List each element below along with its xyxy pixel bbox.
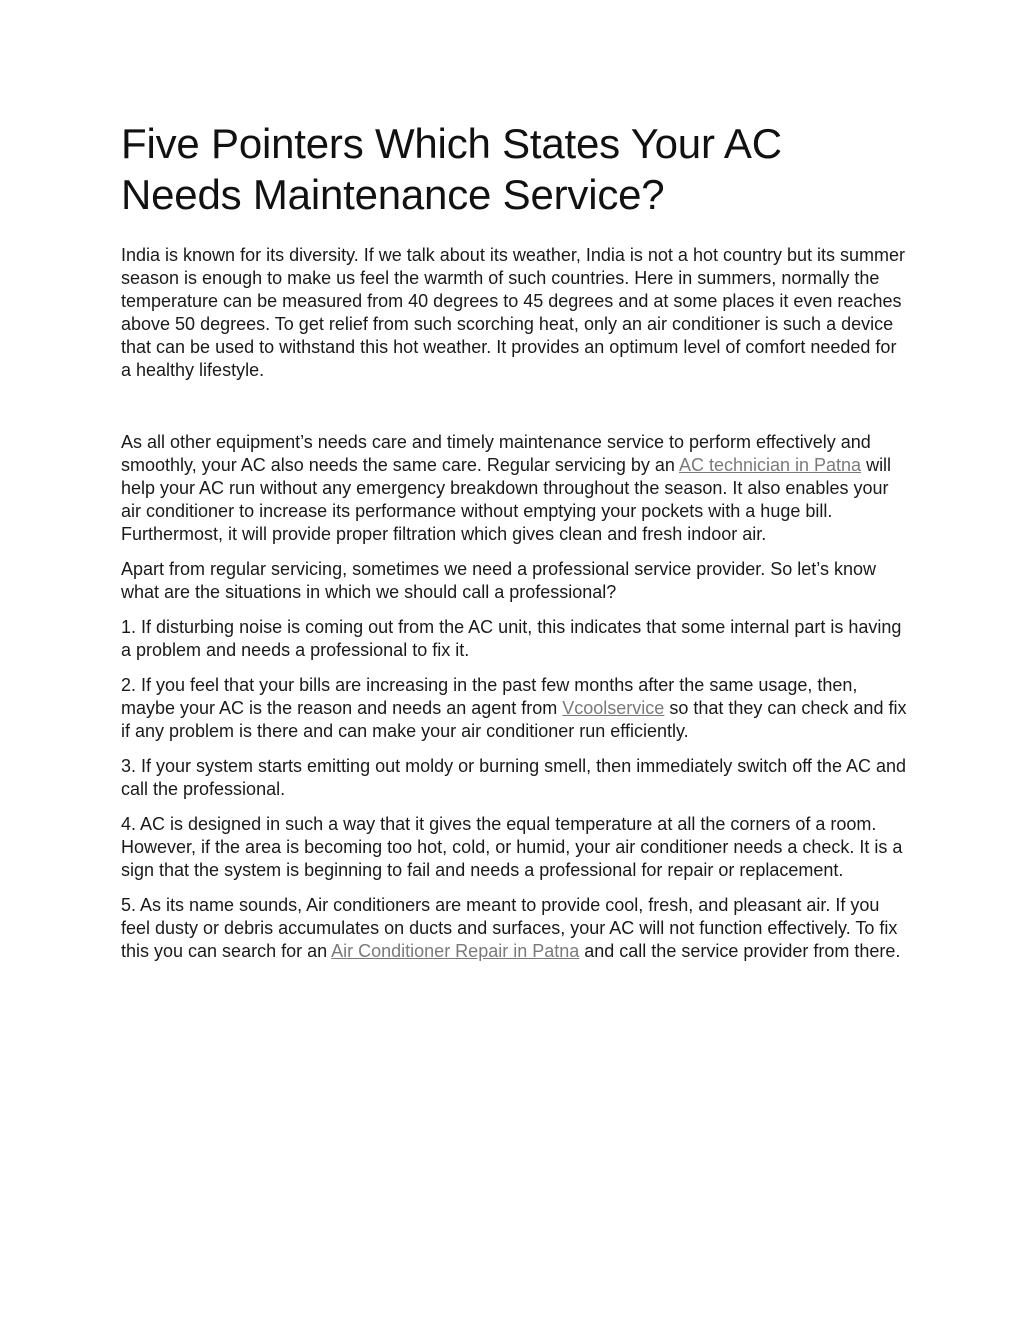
point-2-text-after: so that they can check and fix if any problem is there and can make your air conditioner run efficiently. xyxy=(121,698,907,741)
intro-paragraph: India is known for its diversity. If we talk about its weather, India is not a hot country but its summer season is enough to make us feel the warmth of such countries. Here in summers, normally the temperature can be measured from 40 degrees to 45 degrees and at some places it even reaches above 50 degrees. To get relief from such scorching heat, only an air conditioner is such a device that can be used to withstand this hot weather. It provides an optimum level of comfort needed for a healthy lifestyle. xyxy=(121,245,906,380)
point-5-text-after: and call the service provider from there. xyxy=(579,941,901,961)
point-2 xyxy=(121,674,911,743)
care-text-before: As all other equipment’s needs care and timely maintenance service to perform effectively and smoothly, your AC also needs the same care. Regular servicing by an xyxy=(121,432,871,475)
ac-repair-patna-link[interactable]: Air Conditioner Repair in Patna xyxy=(331,941,580,961)
ac-technician-link[interactable]: AC technician in Patna xyxy=(678,455,862,475)
care-paragraph xyxy=(121,431,911,546)
point-1: 1. If disturbing noise is coming out from the AC unit, this indicates that some internal part is having a problem and needs a professional to fix it. xyxy=(121,617,902,660)
point-4: 4. AC is designed in such a way that it gives the equal temperature at all the corners of a room. However, if the area is becoming too hot, cold, or humid, your air conditioner needs a check. It is a sign that the system is beginning to fail and needs a professional for repair or replacement. xyxy=(121,814,903,880)
point-5-text-before: 5. As its name sounds, Air conditioners are meant to provide cool, fresh, and pleasant air. If you feel dusty or debris accumulates on ducts and surfaces, your AC will not function effectively. To fix this you can search for an xyxy=(121,895,898,961)
page-title: Five Pointers Which States Your AC Needs Maintenance Service? xyxy=(121,120,782,218)
point-5 xyxy=(121,894,911,963)
document-page xyxy=(121,118,911,963)
apart-paragraph: Apart from regular servicing, sometimes we need a professional service provider. So let’s know what are the situations in which we should call a professional? xyxy=(121,559,877,602)
point-3: 3. If your system starts emitting out moldy or burning smell, then immediately switch off the AC and call the professional. xyxy=(121,756,907,799)
vcoolservice-link[interactable]: Vcoolservice xyxy=(562,698,665,718)
point-2-text-before: 2. If you feel that your bills are increasing in the past few months after the same usage, then, maybe your AC is the reason and needs an agent from xyxy=(121,675,858,718)
care-text-after: will help your AC run without any emergency breakdown throughout the season. It also enables your air conditioner to increase its performance without emptying your pockets with a huge bill. Furthermost, it will provide proper filtration which gives clean and fresh indoor air. xyxy=(121,455,892,544)
